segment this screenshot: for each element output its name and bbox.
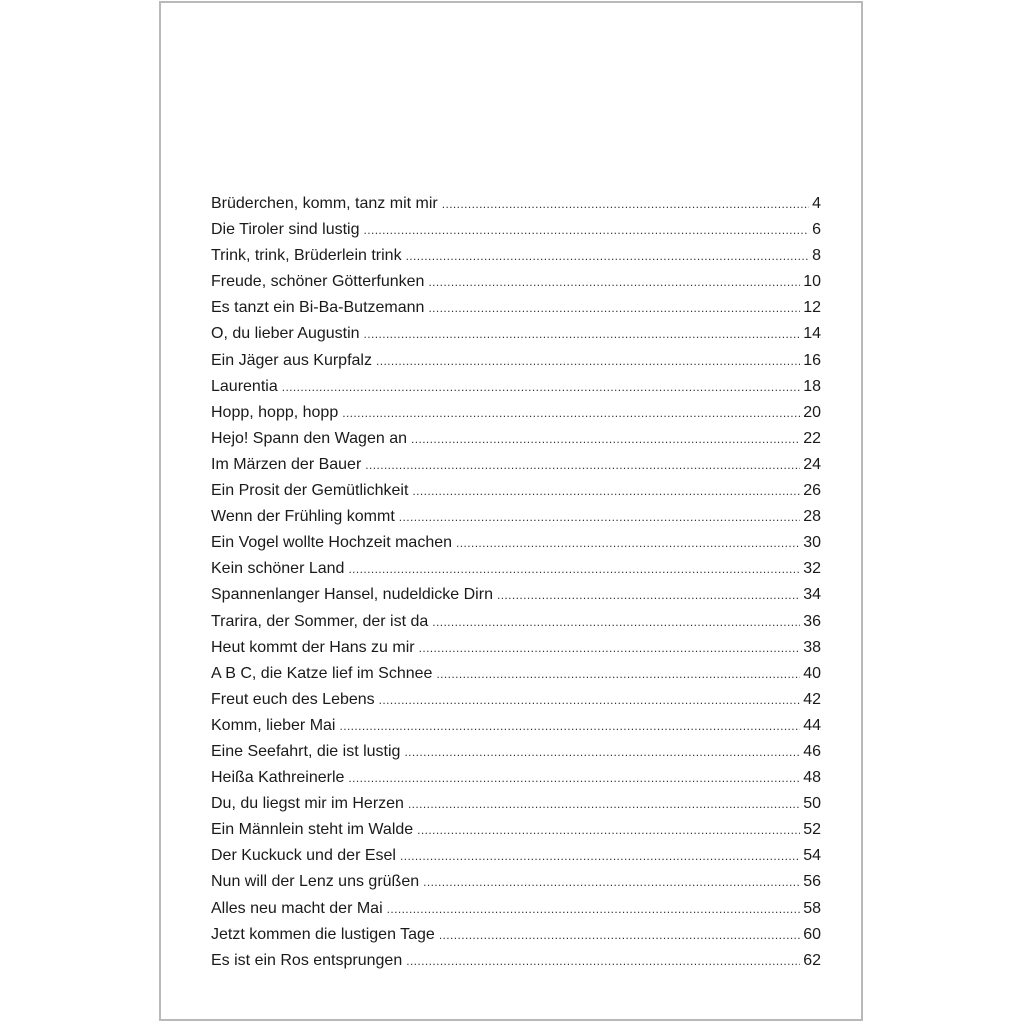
toc-entry-title: Spannenlanger Hansel, nudeldicke Dirn <box>211 586 493 604</box>
toc-entry-title: Komm, lieber Mai <box>211 716 336 734</box>
toc-entry-title: Alles neu macht der Mai <box>211 899 383 917</box>
toc-entry-page-number: 48 <box>803 769 821 787</box>
toc-dot-leader <box>348 765 800 791</box>
toc-dot-leader <box>497 582 800 608</box>
toc-dot-leader <box>439 922 800 948</box>
toc-entry-page-number: 18 <box>803 377 821 395</box>
toc-dot-leader <box>348 556 800 582</box>
toc-entry-page-number: 22 <box>803 429 821 447</box>
toc-entry-title: Es ist ein Ros entsprungen <box>211 951 403 969</box>
toc-entry-page-number: 6 <box>812 221 821 239</box>
toc-dot-leader <box>379 687 801 713</box>
toc-dot-leader <box>365 452 800 478</box>
toc-entry-page-number: 30 <box>803 534 821 552</box>
toc-dot-leader <box>400 843 800 869</box>
document-page <box>159 1 863 1021</box>
toc-entry <box>211 609 821 635</box>
toc-entry-page-number: 16 <box>803 351 821 369</box>
toc-entry-page-number: 46 <box>803 742 821 760</box>
toc-entry <box>211 739 821 765</box>
toc-entry-title: Ein Prosit der Gemütlichkeit <box>211 482 409 500</box>
toc-entry <box>211 765 821 791</box>
toc-entry-page-number: 44 <box>803 716 821 734</box>
toc-entry-page-number: 52 <box>803 821 821 839</box>
toc-entry-page-number: 58 <box>803 899 821 917</box>
toc-entry-page-number: 56 <box>803 873 821 891</box>
toc-entry <box>211 869 821 895</box>
toc-entry-title: Heut kommt der Hans zu mir <box>211 638 415 656</box>
toc-entry-title: Jetzt kommen die lustigen Tage <box>211 925 435 943</box>
toc-dot-leader <box>419 635 801 661</box>
toc-entry <box>211 295 821 321</box>
toc-dot-leader <box>432 609 800 635</box>
toc-entry-title: Eine Seefahrt, die ist lustig <box>211 742 401 760</box>
toc-entry-title: Freut euch des Lebens <box>211 690 375 708</box>
toc-dot-leader <box>364 321 801 347</box>
toc-entry-page-number: 50 <box>803 795 821 813</box>
toc-entry <box>211 948 821 974</box>
toc-entry-page-number: 36 <box>803 612 821 630</box>
toc-entry <box>211 243 821 269</box>
toc-entry-page-number: 62 <box>803 951 821 969</box>
toc-entry-page-number: 28 <box>803 508 821 526</box>
toc-dot-leader <box>417 817 800 843</box>
toc-entry <box>211 843 821 869</box>
toc-entry-page-number: 34 <box>803 586 821 604</box>
toc-dot-leader <box>404 739 800 765</box>
toc-dot-leader <box>406 948 800 974</box>
toc-entry <box>211 321 821 347</box>
toc-entry-page-number: 60 <box>803 925 821 943</box>
toc-entry-title: Ein Männlein steht im Walde <box>211 821 414 839</box>
toc-entry-page-number: 14 <box>803 325 821 343</box>
toc-dot-leader <box>339 713 800 739</box>
toc-entry-title: A B C, die Katze lief im Schnee <box>211 664 433 682</box>
toc-entry <box>211 217 821 243</box>
toc-entry-title: Trarira, der Sommer, der ist da <box>211 612 429 630</box>
toc-dot-leader <box>408 791 800 817</box>
toc-entry-page-number: 26 <box>803 482 821 500</box>
toc-entry <box>211 452 821 478</box>
toc-entry-title: Trink, trink, Brüderlein trink <box>211 247 402 265</box>
toc-entry-page-number: 42 <box>803 690 821 708</box>
toc-dot-leader <box>387 896 801 922</box>
toc-entry-title: Hejo! Spann den Wagen an <box>211 429 407 447</box>
toc-entry <box>211 478 821 504</box>
toc-entry-title: Im Märzen der Bauer <box>211 455 362 473</box>
toc-entry-title: Freude, schöner Götterfunken <box>211 273 425 291</box>
table-of-contents <box>211 191 821 974</box>
toc-entry <box>211 817 821 843</box>
toc-dot-leader <box>428 295 800 321</box>
toc-entry-title: O, du lieber Augustin <box>211 325 360 343</box>
toc-entry-title: Kein schöner Land <box>211 560 345 578</box>
toc-entry-title: Wenn der Frühling kommt <box>211 508 395 526</box>
toc-entry-title: Ein Jäger aus Kurpfalz <box>211 351 372 369</box>
toc-entry-title: Ein Vogel wollte Hochzeit machen <box>211 534 453 552</box>
toc-dot-leader <box>428 269 800 295</box>
toc-entry-page-number: 32 <box>803 560 821 578</box>
toc-entry-page-number: 38 <box>803 638 821 656</box>
toc-entry-page-number: 24 <box>803 455 821 473</box>
toc-entry <box>211 504 821 530</box>
toc-dot-leader <box>436 661 800 687</box>
toc-dot-leader <box>456 530 800 556</box>
toc-entry-title: Heißa Kathreinerle <box>211 769 345 787</box>
toc-dot-leader <box>442 191 809 217</box>
toc-entry-title: Die Tiroler sind lustig <box>211 221 360 239</box>
toc-dot-leader <box>342 400 800 426</box>
toc-entry <box>211 635 821 661</box>
toc-entry-page-number: 40 <box>803 664 821 682</box>
toc-entry <box>211 426 821 452</box>
toc-dot-leader <box>364 217 810 243</box>
toc-entry-page-number: 12 <box>803 299 821 317</box>
toc-entry-title: Du, du liegst mir im Herzen <box>211 795 404 813</box>
toc-entry <box>211 922 821 948</box>
toc-entry <box>211 687 821 713</box>
toc-entry <box>211 374 821 400</box>
toc-entry <box>211 348 821 374</box>
toc-entry-page-number: 4 <box>812 195 821 212</box>
toc-dot-leader <box>406 243 810 269</box>
toc-entry-page-number: 8 <box>812 247 821 265</box>
toc-entry-title: Nun will der Lenz uns grüßen <box>211 873 420 891</box>
toc-entry-title: Brüderchen, komm, tanz mit mir <box>211 195 438 212</box>
toc-entry <box>211 791 821 817</box>
toc-entry <box>211 530 821 556</box>
toc-dot-leader <box>412 478 800 504</box>
toc-entry-page-number: 54 <box>803 847 821 865</box>
toc-entry-page-number: 10 <box>803 273 821 291</box>
toc-entry <box>211 556 821 582</box>
toc-dot-leader <box>376 348 800 374</box>
toc-entry <box>211 191 821 217</box>
toc-entry-title: Der Kuckuck und der Esel <box>211 847 396 865</box>
toc-dot-leader <box>399 504 800 530</box>
toc-entry <box>211 896 821 922</box>
toc-dot-leader <box>282 374 800 400</box>
toc-entry-title: Hopp, hopp, hopp <box>211 403 339 421</box>
toc-entry-title: Laurentia <box>211 377 278 395</box>
toc-entry-title: Es tanzt ein Bi-Ba-Butzemann <box>211 299 425 317</box>
toc-entry-page-number: 20 <box>803 403 821 421</box>
toc-dot-leader <box>411 426 800 452</box>
toc-entry <box>211 269 821 295</box>
toc-entry <box>211 661 821 687</box>
toc-dot-leader <box>423 869 800 895</box>
toc-entry <box>211 582 821 608</box>
toc-entry <box>211 713 821 739</box>
toc-entry <box>211 400 821 426</box>
